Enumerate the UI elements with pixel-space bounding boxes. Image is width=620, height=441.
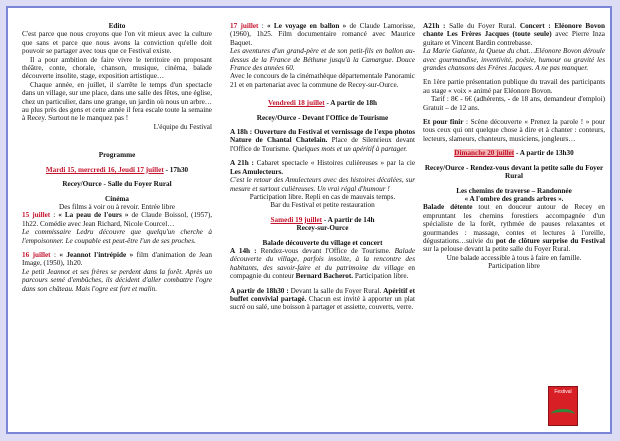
concert-restitution: En 1ère partie présentation publique du travail des participants au stage « voix » animé par Eléonore Bovon. [423,78,605,95]
sunday-venue: Recey/Ource - Rendez-vous devant la petite salle du Foyer Rural [424,163,604,181]
saturday-date: Samedi 19 juillet - A partir de 14h [270,215,375,224]
film-3-desc: Les aventures d'un grand-père et de son petit-fils en ballon au-dessus de la France de Béthune jusqu'à la Camargue. Douce France des années 60. [230,47,415,73]
festival-logo-label: Festival [554,389,572,395]
edito-signature: L'équipe du Festival [153,122,212,131]
scene-decouverte: Et pour finir : Scène découverte « Prenez la parole ! » pour tous ceux qui ont quelque chose à dire et à chanter : conteurs, lecteurs, slameurs, chanteurs, musiciens, jongleurs… [423,118,605,143]
edito-paragraph-2: Il a pour ambition de faire vivre le territoire en proposant théâtre, conte, chorale, chanson, musique, cinéma, balade découverte insolite, stage, exposition artistique… [22,55,212,81]
column-right [423,22,605,271]
saturday-venue: Recey-sur-Ource [296,224,349,233]
sunday-title-1: Les chemins de traverse – Randonnée [456,186,572,195]
cinema-title: Cinéma [105,194,129,203]
programme-title: Programme [98,151,136,160]
programme-dates: Mardi 15, mercredi 16, Jeudi 17 juillet - 17h30 [45,165,189,174]
film-3-extra: Avec le concours de la cinémathèque départementale Panoramic 21 et en partenariat avec la commune de Recey-sur-Ource. [230,72,415,89]
concert-desc: La Marie Galante, la Queue du chat…Eléonore Bovon déroule avec gourmandise, inventivité, poésie, humour ou gravité les grandes chansons des Frères Jacques. A ne pas manquer. [423,47,605,73]
friday-date: Vendredi 18 juillet - A partir de 18h [267,99,378,108]
friday-18h: A 18h : Ouverture du Festival et vernissage de l'expo photos Nature de Chantal Chatelain. Place de Silenrieux devant l'Office de Tourisme. Quelques mots et un apéritif à partager. [230,128,416,153]
film-1-desc: Le commissaire Ledru découvre que quelqu'un cherche à l'empoisonner. Le coupable est peut-être l'un de ses proches. [22,228,212,245]
friday-21h-extra: Participation libre. Repli en cas de mauvais temps. [249,192,396,201]
festival-logo [548,386,578,426]
saturday-balade-title: Balade découverte du village et concert [262,238,383,247]
sunday-participation: Participation libre [488,262,540,271]
programme-sheet [6,6,612,434]
film-2-desc: Le petit Jeannot et ses frères se perdent dans la forêt. Après un parcours semé d'embûches, ils décident d'aller combattre l'ogre dans son château. Mais l'ogre est fort et malin. [22,267,212,293]
saturday-1830: A partir de 18h30 : Devant la salle du Foyer Rural. Apéritif et buffet convivial partagé. Chacun est invité à apporter un plat sucré ou salé, une boisson à partager et assiette, couverts, verre. [230,286,416,312]
film-2: 16 juillet : « Jeannot l'intrépide » film d'animation de Jean Image, (1950), 1h20. [22,250,213,268]
programme-venue: Recey/Ource - Salle du Foyer Rural [62,180,172,189]
column-left [22,22,212,293]
cinema-sub: Des films à voir ou à revoir. Entrée libre [59,202,175,211]
sunday-note: Une balade accessible à tous à faire en famille. [446,253,582,262]
column-middle [230,22,415,312]
saturday-14h: A 14h : Rendez-vous devant l'Office de Tourisme. Balade découverte du village, parfois insolite, à la rencontre des habitants, des savoir-faire et du patrimoine du village en compagnie du conteur Bernard Bacherot. Participation libre. [230,246,416,281]
sunday-date: Dimanche 20 juillet - A partir de 13h30 [454,149,574,158]
friday-21h-desc: C'est le retour des Amulecteurs avec des histoires décalées, sur mesure et surtout culièreuses. Un vrai régal d'humour ! [230,176,415,193]
concert-tarif: Tarif : 8€ - 6€ (adhérents, - de 18 ans, demandeur d'emploi) Gratuit – de 12 ans. [423,95,605,112]
friday-bar: Bar du Festival et petite restauration [270,201,375,210]
sunday-desc: Balade détente tout en douceur autour de Recey en empruntant les chemins forestiers accompagnée d'un spécialiste de la forêt, rythmée de pauses relaxantes et gourmandes : massage, contes et lectures à l'oreille, dégustations…suivie du pot de clôture surprise du Festival sur la pelouse devant la petite salle du Foyer Rural. [423,203,605,254]
edito-paragraph-3: Chaque année, en juillet, il s'arrête le temps d'un spectacle dans un village, sur une place, dans une salle des fêtes, une église, chez un particulier, dans une grange, un jardin où nous un arbre…au plus près des gens et cette année il fera escale toute la semaine à Recey. Surtout ne le manquez pas ! [22,80,213,123]
film-3: 17 juillet : « Le voyage en ballon » de Claude Lamorisse, (1960), 1h25. Film documentaire romancé avec Maurice Baquet. [230,22,415,47]
logo-wave-icon [551,409,575,420]
friday-21h: A 21h : Cabaret spectacle « Histoires culièreuses » par la cie Les Amulecteurs. [230,159,416,176]
film-1: 15 juillet : « La peau de l'ours » de Claude Boissol, (1957), 1h22. Comédie avec Jean Richard, Nicole Courcel… [22,211,213,228]
sunday-title-2: « A l'ombre des grands arbres ». [464,194,564,203]
friday-venue: Recey/Ource - Devant l'Office de Tourisme [256,113,389,122]
edito-title: Edito [108,22,126,30]
edito-paragraph-1: C'est parce que nous croyons que l'on vit mieux avec la culture que sans et parce que nous avons la conviction qu'elle doit pouvoir se partager avec tous que ce Festival existe. [22,30,212,56]
concert-21h: A21h : Salle du Foyer Rural. Concert : Eléonore Bovon chante Les Frères Jacques (toute seule) avec Pierre Inza guitare et Vincent Bardin contrebasse. [423,22,605,47]
